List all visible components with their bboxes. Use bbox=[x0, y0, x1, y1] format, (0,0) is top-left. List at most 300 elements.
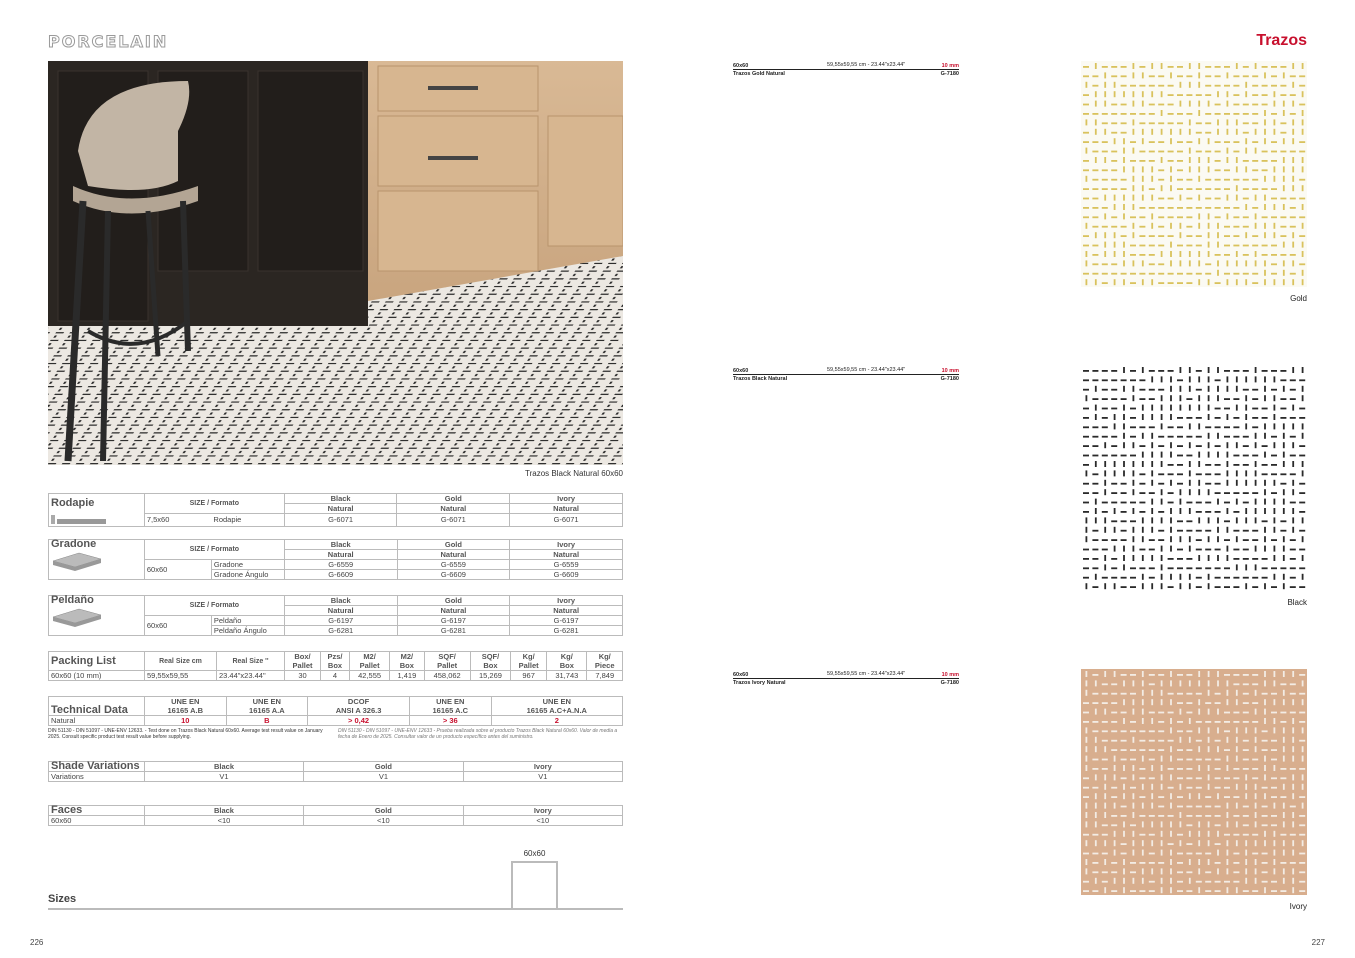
tile-mark bbox=[1290, 577, 1296, 579]
tile-mark bbox=[1168, 282, 1174, 284]
tile-mark bbox=[1180, 680, 1182, 686]
tile-mark bbox=[1180, 489, 1182, 495]
tile-mark bbox=[1180, 583, 1182, 589]
tile-mark bbox=[1123, 433, 1125, 439]
tile-mark bbox=[1161, 555, 1163, 561]
tile-mark bbox=[1111, 577, 1117, 579]
tile-mark bbox=[1130, 502, 1136, 504]
tile-mark bbox=[1104, 887, 1106, 893]
swatch-label-black: Black bbox=[1287, 598, 1307, 607]
tile-mark bbox=[1158, 730, 1164, 732]
tile-mark bbox=[1095, 461, 1097, 467]
tile-mark bbox=[1092, 141, 1098, 143]
tile-mark bbox=[1215, 169, 1221, 171]
tile-mark bbox=[1302, 536, 1304, 542]
tile-mark bbox=[1130, 273, 1136, 275]
tile-mark bbox=[1283, 452, 1285, 458]
tile-mark bbox=[1142, 671, 1144, 677]
tile-mark bbox=[1208, 367, 1210, 373]
tile-mark bbox=[1198, 223, 1200, 229]
tile-mark bbox=[1083, 75, 1089, 77]
tile-mark bbox=[1139, 398, 1145, 400]
tile-mark bbox=[1243, 693, 1249, 695]
tile-mark bbox=[1252, 94, 1258, 96]
tile-mark bbox=[1262, 445, 1268, 447]
tile-mark bbox=[1243, 530, 1249, 532]
tile-mark bbox=[1104, 527, 1106, 533]
tile-mark bbox=[1151, 91, 1153, 97]
tile-mark bbox=[1161, 395, 1163, 401]
tile-mark bbox=[1217, 223, 1219, 229]
tile-mark bbox=[1161, 690, 1163, 696]
tile-mark bbox=[1252, 530, 1258, 532]
tile-mark bbox=[1139, 151, 1145, 153]
tile-mark bbox=[1121, 712, 1127, 714]
tile-mark bbox=[1245, 564, 1247, 570]
tile-mark bbox=[1283, 176, 1285, 182]
tile-mark bbox=[1274, 527, 1276, 533]
tile-mark bbox=[1262, 188, 1268, 190]
tile-mark bbox=[1189, 442, 1191, 448]
tile-mark bbox=[1283, 555, 1285, 561]
tile-mark bbox=[1215, 492, 1221, 494]
tile-mark bbox=[1299, 502, 1305, 504]
tile-mark bbox=[1111, 483, 1117, 485]
tile-mark bbox=[1290, 549, 1296, 551]
tile-mark bbox=[1227, 279, 1229, 285]
tile-mark bbox=[1233, 179, 1239, 181]
tile-mark bbox=[1290, 473, 1296, 475]
tile-mark bbox=[1217, 386, 1219, 392]
tile-mark bbox=[1133, 850, 1135, 856]
tile-mark bbox=[1280, 254, 1286, 256]
tile-mark bbox=[1274, 405, 1276, 411]
tile-mark bbox=[1133, 803, 1135, 809]
tile-mark bbox=[1092, 370, 1098, 372]
tile-mark bbox=[1243, 464, 1249, 466]
tile-mark bbox=[1196, 151, 1202, 153]
tile-mark bbox=[1123, 546, 1125, 552]
tile-mark bbox=[1114, 527, 1116, 533]
tile-mark bbox=[1299, 530, 1305, 532]
tile-mark bbox=[1252, 426, 1258, 428]
tile-mark bbox=[1104, 442, 1106, 448]
tile-mark bbox=[1283, 878, 1285, 884]
col-subhead: Natural bbox=[397, 606, 510, 616]
tile-mark bbox=[1283, 671, 1285, 677]
tile-mark bbox=[1177, 113, 1183, 115]
tile-mark bbox=[1208, 517, 1210, 523]
tile-mark bbox=[1177, 207, 1183, 209]
tile-mark bbox=[1236, 279, 1238, 285]
tile-mark bbox=[1302, 110, 1304, 116]
tile-mark bbox=[1142, 821, 1144, 827]
tile-mark bbox=[1224, 787, 1230, 789]
tile-mark bbox=[1217, 555, 1219, 561]
tile-mark bbox=[1086, 868, 1088, 874]
tile-mark bbox=[1233, 226, 1239, 228]
tile-mark bbox=[1283, 727, 1285, 733]
tile-mark bbox=[1189, 148, 1191, 154]
tile-mark bbox=[1083, 787, 1089, 789]
tile-mark bbox=[1264, 489, 1266, 495]
tile-mark bbox=[1233, 558, 1239, 560]
tile-mark bbox=[1299, 216, 1305, 218]
tile-mark bbox=[1215, 379, 1221, 381]
tile-mark bbox=[1168, 815, 1174, 817]
tile-mark bbox=[1114, 756, 1116, 762]
tile-mark bbox=[1149, 567, 1155, 569]
tile-mark bbox=[1208, 765, 1210, 771]
tile-mark bbox=[1245, 868, 1247, 874]
tile-mark bbox=[1130, 113, 1136, 115]
tile-mark bbox=[1224, 273, 1230, 275]
tile-mark bbox=[1102, 577, 1108, 579]
tile-mark bbox=[1302, 129, 1304, 135]
tile-mark bbox=[1271, 66, 1277, 68]
piece-name: Rodapie bbox=[213, 515, 242, 525]
tile-mark bbox=[1233, 871, 1239, 873]
tile-mark bbox=[1123, 461, 1125, 467]
tile-mark bbox=[1177, 245, 1183, 247]
tile-mark bbox=[1233, 455, 1239, 457]
tile-mark bbox=[1086, 527, 1088, 533]
tile-mark bbox=[1083, 169, 1089, 171]
tile-mark bbox=[1189, 405, 1191, 411]
col-head: UNE EN 16165 A.B bbox=[145, 697, 227, 716]
packing-cell: 31,743 bbox=[547, 671, 587, 681]
tile-mark bbox=[1139, 768, 1145, 770]
tile-mark bbox=[1170, 414, 1172, 420]
tile-mark bbox=[1217, 270, 1219, 276]
tile-mark bbox=[1236, 737, 1238, 743]
tile-mark bbox=[1149, 777, 1155, 779]
tile-mark bbox=[1168, 160, 1174, 162]
tile-mark bbox=[1142, 414, 1144, 420]
tile-mark bbox=[1111, 216, 1117, 218]
tile-mark bbox=[1133, 840, 1135, 846]
tile-mark bbox=[1186, 890, 1192, 892]
tile-mark bbox=[1189, 166, 1191, 172]
tile-mark bbox=[1189, 376, 1191, 382]
tile-mark bbox=[1271, 263, 1277, 265]
tile-mark bbox=[1121, 273, 1127, 275]
tile-mark bbox=[1283, 840, 1285, 846]
tile-mark bbox=[1133, 737, 1135, 743]
tile-mark bbox=[1086, 82, 1088, 88]
tile-mark bbox=[1180, 82, 1182, 88]
tile-mark bbox=[1104, 470, 1106, 476]
tile-mark bbox=[1245, 784, 1247, 790]
tile-mark bbox=[1121, 749, 1127, 751]
tile-mark bbox=[1227, 91, 1229, 97]
tile-mark bbox=[1130, 216, 1136, 218]
tile-mark bbox=[1104, 774, 1106, 780]
tile-mark bbox=[1180, 260, 1182, 266]
tile-mark bbox=[1095, 803, 1097, 809]
tile-mark bbox=[1111, 445, 1117, 447]
tile-mark bbox=[1224, 749, 1230, 751]
gradone-table bbox=[48, 539, 623, 580]
tile-mark bbox=[1158, 749, 1164, 751]
tile-mark bbox=[1233, 273, 1239, 275]
tile-mark bbox=[1133, 91, 1135, 97]
tile-mark bbox=[1180, 232, 1182, 238]
tile-mark bbox=[1104, 232, 1106, 238]
tile-mark bbox=[1189, 878, 1191, 884]
tile-mark bbox=[1102, 66, 1108, 68]
tile-mark bbox=[1177, 549, 1183, 551]
tile-mark bbox=[1111, 455, 1117, 457]
col-subhead: Natural bbox=[510, 504, 623, 514]
tile-mark bbox=[1102, 693, 1108, 695]
tile-mark bbox=[1111, 890, 1117, 892]
tile-mark bbox=[1299, 198, 1305, 200]
tile-mark bbox=[1121, 511, 1127, 513]
tile-mark bbox=[1217, 868, 1219, 874]
tile-mark bbox=[1158, 815, 1164, 817]
tile-mark bbox=[1299, 511, 1305, 513]
col-head: Real Size cm bbox=[145, 652, 217, 671]
tile-mark bbox=[1083, 417, 1089, 419]
tile-mark bbox=[1170, 859, 1172, 865]
tile-mark bbox=[1086, 727, 1088, 733]
tile-mark bbox=[1280, 473, 1286, 475]
tile-mark bbox=[1262, 151, 1268, 153]
tile-mark bbox=[1233, 796, 1239, 798]
col-head: Black bbox=[284, 494, 397, 504]
tile-mark bbox=[1290, 862, 1296, 864]
tile-mark bbox=[1102, 282, 1108, 284]
tile-mark bbox=[1092, 263, 1098, 265]
tile-mark bbox=[1255, 442, 1257, 448]
tile-mark bbox=[1292, 718, 1294, 724]
tile-mark bbox=[1161, 517, 1163, 523]
tile-mark bbox=[1133, 536, 1135, 542]
tile-mark bbox=[1252, 417, 1258, 419]
tile-mark bbox=[1280, 567, 1286, 569]
tile-mark bbox=[1271, 273, 1277, 275]
tile-mark bbox=[1264, 119, 1266, 125]
tile-mark bbox=[1205, 113, 1211, 115]
tile-mark bbox=[1262, 693, 1268, 695]
tile-mark bbox=[1208, 859, 1210, 865]
tile-mark bbox=[1243, 132, 1249, 134]
tile-mark bbox=[1186, 245, 1192, 247]
tile-mark bbox=[1255, 213, 1257, 219]
tile-mark bbox=[1233, 216, 1239, 218]
tile-mark bbox=[1274, 727, 1276, 733]
tile-mark bbox=[1142, 840, 1144, 846]
tile-mark bbox=[1255, 433, 1257, 439]
tile-mark bbox=[1133, 489, 1135, 495]
tile-mark bbox=[1123, 166, 1125, 172]
tile-mark bbox=[1236, 756, 1238, 762]
tile-mark bbox=[1133, 395, 1135, 401]
tile-mark bbox=[1292, 242, 1294, 248]
tile-mark bbox=[1252, 160, 1258, 162]
tile-mark bbox=[1290, 151, 1296, 153]
tile-mark bbox=[1083, 132, 1089, 134]
tile-mark bbox=[1243, 834, 1249, 836]
tile-mark bbox=[1283, 157, 1285, 163]
tile-mark bbox=[1170, 138, 1172, 144]
tile-mark bbox=[1158, 862, 1164, 864]
tile-mark bbox=[1133, 527, 1135, 533]
tile-mark bbox=[1186, 179, 1192, 181]
tile-mark bbox=[1083, 721, 1089, 723]
tile-mark bbox=[1264, 423, 1266, 429]
tile-mark bbox=[1177, 834, 1183, 836]
tile-mark bbox=[1102, 417, 1108, 419]
tile-mark bbox=[1255, 746, 1257, 752]
tile-mark bbox=[1130, 871, 1136, 873]
tile-mark bbox=[1092, 834, 1098, 836]
tile-mark bbox=[1198, 82, 1200, 88]
tile-mark bbox=[1290, 693, 1296, 695]
tile-mark bbox=[1151, 508, 1153, 514]
tile-mark bbox=[1262, 862, 1268, 864]
tile-mark bbox=[1168, 693, 1174, 695]
tile-mark bbox=[1243, 721, 1249, 723]
tile-mark bbox=[1139, 862, 1145, 864]
tile-mark bbox=[1292, 138, 1294, 144]
tile-mark bbox=[1236, 690, 1238, 696]
tile-mark bbox=[1264, 138, 1266, 144]
tile-mark bbox=[1280, 216, 1286, 218]
tile-mark bbox=[1142, 850, 1144, 856]
tile-mark bbox=[1198, 680, 1200, 686]
faces-value: <10 bbox=[463, 816, 622, 826]
tile-mark bbox=[1086, 680, 1088, 686]
tile-mark bbox=[1130, 426, 1136, 428]
tile-mark bbox=[1243, 740, 1249, 742]
tile-mark bbox=[1151, 461, 1153, 467]
tile-mark bbox=[1262, 66, 1268, 68]
tile-mark bbox=[1252, 113, 1258, 115]
tile-mark bbox=[1274, 850, 1276, 856]
tile-mark bbox=[1158, 226, 1164, 228]
tile-mark bbox=[1233, 815, 1239, 817]
tile-mark bbox=[1142, 527, 1144, 533]
tile-mark bbox=[1161, 157, 1163, 163]
tile-mark bbox=[1111, 862, 1117, 864]
tile-mark bbox=[1158, 674, 1164, 676]
tile-mark bbox=[1196, 806, 1202, 808]
page-number-right: 227 bbox=[1311, 938, 1325, 947]
tile-mark bbox=[1149, 426, 1155, 428]
tile-mark bbox=[1151, 555, 1153, 561]
tile-mark bbox=[1121, 492, 1127, 494]
tile-mark bbox=[1283, 812, 1285, 818]
tile-mark bbox=[1104, 91, 1106, 97]
product-code: G-7180 bbox=[940, 71, 959, 77]
code-cell: G-6281 bbox=[510, 626, 623, 636]
tile-mark bbox=[1245, 480, 1247, 486]
packing-cell: 23.44"x23.44" bbox=[217, 671, 285, 681]
tile-mark bbox=[1243, 254, 1249, 256]
tile-mark bbox=[1102, 549, 1108, 551]
tile-mark bbox=[1139, 254, 1145, 256]
tile-mark bbox=[1227, 461, 1229, 467]
tile-mark bbox=[1280, 796, 1286, 798]
tile-mark bbox=[1255, 499, 1257, 505]
tile-mark bbox=[1255, 840, 1257, 846]
tile-mark bbox=[1177, 436, 1183, 438]
tile-mark bbox=[1208, 489, 1210, 495]
tile-mark bbox=[1233, 94, 1239, 96]
tile-mark bbox=[1151, 195, 1153, 201]
tile-mark bbox=[1208, 574, 1210, 580]
tile-mark bbox=[1224, 169, 1230, 171]
tile-mark bbox=[1142, 279, 1144, 285]
tile-mark bbox=[1104, 251, 1106, 257]
tile-mark bbox=[1302, 461, 1304, 467]
tile-mark bbox=[1302, 185, 1304, 191]
product-black bbox=[733, 367, 959, 383]
tile-mark bbox=[1217, 367, 1219, 373]
tile-mark bbox=[1189, 793, 1191, 799]
tile-mark bbox=[1264, 774, 1266, 780]
tile-mark bbox=[1236, 405, 1238, 411]
tile-mark bbox=[1095, 279, 1097, 285]
shade-table bbox=[48, 761, 623, 782]
tile-mark bbox=[1205, 721, 1211, 723]
tile-mark bbox=[1215, 567, 1221, 569]
tile-mark bbox=[1243, 216, 1249, 218]
tile-mark bbox=[1186, 702, 1192, 704]
tile-mark bbox=[1149, 75, 1155, 77]
tile-mark bbox=[1196, 436, 1202, 438]
tile-mark bbox=[1205, 702, 1211, 704]
tile-mark bbox=[1114, 279, 1116, 285]
tile-mark bbox=[1111, 871, 1117, 873]
tile-mark bbox=[1217, 727, 1219, 733]
tile-mark bbox=[1095, 517, 1097, 523]
tile-mark bbox=[1274, 223, 1276, 229]
tile-mark bbox=[1092, 787, 1098, 789]
tile-mark bbox=[1111, 815, 1117, 817]
tile-mark bbox=[1252, 577, 1258, 579]
tile-mark bbox=[1233, 768, 1239, 770]
packing-table bbox=[48, 651, 623, 681]
tile-mark bbox=[1130, 436, 1136, 438]
tile-mark bbox=[1186, 207, 1192, 209]
tile-mark bbox=[1104, 517, 1106, 523]
tile-mark bbox=[1083, 712, 1089, 714]
tile-mark bbox=[1227, 850, 1229, 856]
tile-mark bbox=[1158, 122, 1164, 124]
tile-mark bbox=[1123, 367, 1125, 373]
tile-mark bbox=[1299, 567, 1305, 569]
tile-mark bbox=[1236, 499, 1238, 505]
tile-mark bbox=[1102, 398, 1108, 400]
tile-mark bbox=[1177, 674, 1183, 676]
tile-mark bbox=[1215, 787, 1221, 789]
tile-mark bbox=[1292, 727, 1294, 733]
tile-mark bbox=[1161, 63, 1163, 69]
tile-mark bbox=[1168, 122, 1174, 124]
tile-mark bbox=[1233, 104, 1239, 106]
tile-mark bbox=[1299, 586, 1305, 588]
collection-title: Trazos bbox=[1256, 32, 1307, 49]
tile-mark bbox=[1170, 260, 1172, 266]
tile-mark bbox=[1123, 157, 1125, 163]
row-label: 60x60 bbox=[49, 816, 145, 826]
tile-mark bbox=[1243, 245, 1249, 247]
tile-mark bbox=[1271, 370, 1277, 372]
tile-mark bbox=[1215, 740, 1221, 742]
